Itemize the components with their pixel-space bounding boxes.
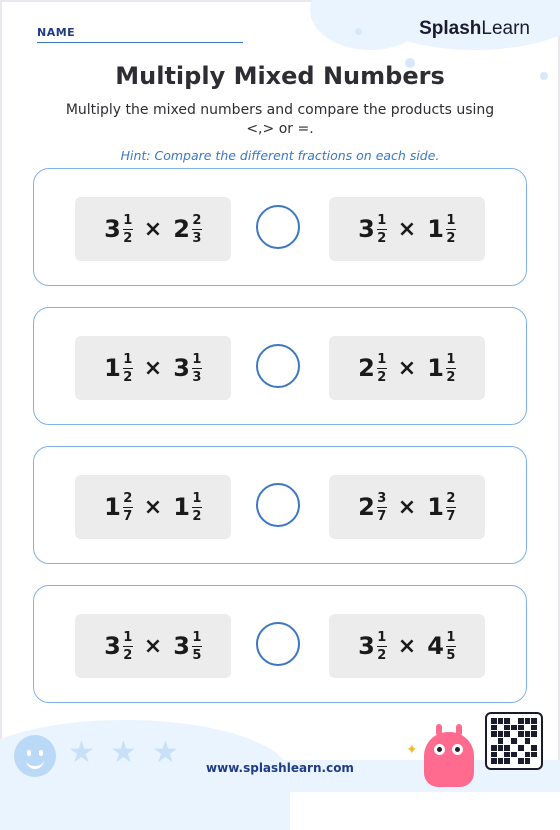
brand-logo-bold: Splash bbox=[419, 18, 482, 39]
instructions-text: Multiply the mixed numbers and compare the products using <,> or =. bbox=[65, 102, 495, 137]
denominator: 7 bbox=[377, 508, 387, 524]
fraction-bar bbox=[377, 229, 387, 230]
mixed-number bbox=[358, 353, 387, 384]
multiply-symbol: × bbox=[397, 633, 417, 659]
fraction bbox=[377, 492, 387, 523]
fraction bbox=[446, 214, 456, 245]
problem-box bbox=[33, 168, 527, 286]
fraction-bar bbox=[123, 646, 133, 647]
numerator: 2 bbox=[123, 490, 133, 506]
expression-left bbox=[75, 614, 231, 678]
numerator: 1 bbox=[377, 629, 387, 645]
fraction bbox=[446, 631, 456, 662]
denominator: 7 bbox=[123, 508, 133, 524]
mixed-number bbox=[173, 492, 202, 523]
numerator: 3 bbox=[377, 490, 387, 506]
fraction-bar bbox=[123, 507, 133, 508]
star-icon: ★ bbox=[152, 735, 179, 770]
fraction-bar bbox=[377, 507, 387, 508]
mixed-number bbox=[427, 492, 456, 523]
denominator: 2 bbox=[192, 508, 202, 524]
comparison-answer-circle[interactable] bbox=[256, 622, 300, 666]
whole-number: 3 bbox=[173, 632, 190, 660]
mixed-number bbox=[104, 214, 133, 245]
fraction-bar bbox=[192, 646, 202, 647]
denominator: 2 bbox=[123, 647, 133, 663]
name-field-line[interactable] bbox=[37, 42, 243, 43]
mixed-number bbox=[173, 631, 202, 662]
fraction-bar bbox=[192, 507, 202, 508]
mascot-monster-icon bbox=[424, 732, 474, 787]
fraction-bar bbox=[123, 229, 133, 230]
denominator: 5 bbox=[446, 647, 456, 663]
mixed-number bbox=[358, 631, 387, 662]
fraction bbox=[192, 631, 202, 662]
mixed-number bbox=[427, 631, 456, 662]
whole-number: 3 bbox=[358, 215, 375, 243]
numerator: 1 bbox=[123, 212, 133, 228]
expression-right bbox=[329, 197, 485, 261]
website-link[interactable]: www.splashlearn.com bbox=[206, 761, 354, 775]
expression-right bbox=[329, 475, 485, 539]
fraction-bar bbox=[446, 229, 456, 230]
mixed-number bbox=[427, 214, 456, 245]
mixed-number bbox=[358, 214, 387, 245]
denominator: 3 bbox=[192, 230, 202, 246]
mixed-number bbox=[427, 353, 456, 384]
problem-box bbox=[33, 446, 527, 564]
mixed-number bbox=[104, 631, 133, 662]
expression-right bbox=[329, 336, 485, 400]
whole-number: 1 bbox=[104, 354, 121, 382]
multiply-symbol: × bbox=[143, 355, 163, 381]
denominator: 3 bbox=[192, 369, 202, 385]
fraction bbox=[192, 492, 202, 523]
denominator: 7 bbox=[446, 508, 456, 524]
mixed-number bbox=[104, 353, 133, 384]
star-icon: ★ bbox=[110, 735, 137, 770]
numerator: 1 bbox=[446, 351, 456, 367]
expression-left bbox=[75, 336, 231, 400]
decorative-dot bbox=[355, 28, 362, 35]
denominator: 2 bbox=[377, 230, 387, 246]
numerator: 1 bbox=[192, 629, 202, 645]
numerator: 1 bbox=[192, 351, 202, 367]
problem-box bbox=[33, 307, 527, 425]
whole-number: 1 bbox=[173, 493, 190, 521]
whole-number: 3 bbox=[104, 632, 121, 660]
star-icon: ★ bbox=[68, 735, 95, 770]
fraction-bar bbox=[192, 229, 202, 230]
fraction bbox=[123, 492, 133, 523]
multiply-symbol: × bbox=[397, 216, 417, 242]
fraction-bar bbox=[377, 646, 387, 647]
fraction-bar bbox=[123, 368, 133, 369]
expression-left bbox=[75, 197, 231, 261]
fraction bbox=[377, 214, 387, 245]
multiply-symbol: × bbox=[143, 494, 163, 520]
fraction-bar bbox=[446, 646, 456, 647]
fraction bbox=[446, 492, 456, 523]
whole-number: 1 bbox=[427, 493, 444, 521]
denominator: 2 bbox=[377, 369, 387, 385]
denominator: 2 bbox=[123, 369, 133, 385]
fraction-bar bbox=[446, 368, 456, 369]
numerator: 1 bbox=[123, 629, 133, 645]
sparkle-icon: ✦ bbox=[406, 742, 418, 758]
mixed-number bbox=[173, 353, 202, 384]
mixed-number bbox=[104, 492, 133, 523]
fraction-bar bbox=[446, 507, 456, 508]
multiply-symbol: × bbox=[397, 355, 417, 381]
whole-number: 1 bbox=[104, 493, 121, 521]
denominator: 2 bbox=[446, 369, 456, 385]
denominator: 5 bbox=[192, 647, 202, 663]
numerator: 2 bbox=[192, 212, 202, 228]
expression-right bbox=[329, 614, 485, 678]
hint-text: Hint: Compare the different fractions on each side. bbox=[120, 148, 440, 163]
fraction bbox=[377, 353, 387, 384]
comparison-answer-circle[interactable] bbox=[256, 483, 300, 527]
numerator: 1 bbox=[446, 629, 456, 645]
fraction-bar bbox=[377, 368, 387, 369]
mixed-number bbox=[358, 492, 387, 523]
denominator: 2 bbox=[123, 230, 133, 246]
whole-number: 3 bbox=[104, 215, 121, 243]
multiply-symbol: × bbox=[143, 633, 163, 659]
mixed-number bbox=[173, 214, 202, 245]
whole-number: 2 bbox=[358, 493, 375, 521]
fraction-bar bbox=[192, 368, 202, 369]
problem-box bbox=[33, 585, 527, 703]
whole-number: 4 bbox=[427, 632, 444, 660]
fraction bbox=[123, 214, 133, 245]
expression-left bbox=[75, 475, 231, 539]
multiply-symbol: × bbox=[397, 494, 417, 520]
name-label: NAME bbox=[37, 26, 76, 39]
comparison-answer-circle[interactable] bbox=[256, 205, 300, 249]
brand-logo bbox=[419, 18, 530, 40]
whole-number: 3 bbox=[173, 354, 190, 382]
numerator: 1 bbox=[192, 490, 202, 506]
whole-number: 2 bbox=[358, 354, 375, 382]
whole-number: 1 bbox=[427, 354, 444, 382]
fraction bbox=[192, 214, 202, 245]
numerator: 1 bbox=[377, 351, 387, 367]
numerator: 1 bbox=[446, 212, 456, 228]
whole-number: 1 bbox=[427, 215, 444, 243]
whole-number: 3 bbox=[358, 632, 375, 660]
comparison-answer-circle[interactable] bbox=[256, 344, 300, 388]
fraction bbox=[123, 353, 133, 384]
numerator: 2 bbox=[446, 490, 456, 506]
fraction bbox=[192, 353, 202, 384]
fraction bbox=[123, 631, 133, 662]
whole-number: 2 bbox=[173, 215, 190, 243]
denominator: 2 bbox=[446, 230, 456, 246]
brand-logo-light: Learn bbox=[481, 18, 530, 39]
multiply-symbol: × bbox=[143, 216, 163, 242]
fraction bbox=[377, 631, 387, 662]
qr-code-icon bbox=[485, 712, 543, 770]
fraction bbox=[446, 353, 456, 384]
numerator: 1 bbox=[123, 351, 133, 367]
worksheet-title: Multiply Mixed Numbers bbox=[115, 62, 445, 90]
denominator: 2 bbox=[377, 647, 387, 663]
numerator: 1 bbox=[377, 212, 387, 228]
